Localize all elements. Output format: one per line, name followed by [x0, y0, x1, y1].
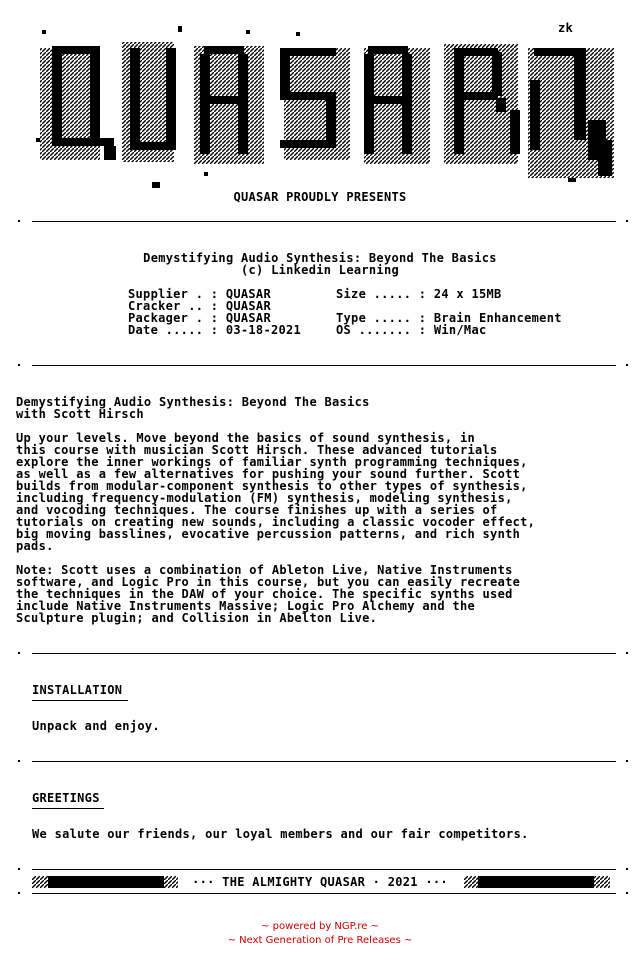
note-line: software, and Logic Pro in this course, but you can easily recreate — [16, 575, 521, 589]
note-line: the techniques in the DAW of your choice. The specific synths used — [16, 587, 513, 601]
powered-by-subline: ~ Next Generation of Pre Releases ~ — [227, 935, 413, 946]
body-line: explore the inner workings of familiar synth programming techniques, — [16, 455, 528, 469]
greetings-text: We salute our friends, our loyal members and our fair competitors. — [32, 827, 529, 841]
installation-text: Unpack and enjoy. — [32, 719, 160, 733]
divider-rule — [32, 893, 616, 894]
info-size: Size ..... : 24 x 15MB — [336, 287, 502, 301]
divider-rule — [32, 869, 616, 870]
body-line: big moving basslines, evocative percussion patterns, and rich synth — [16, 527, 521, 541]
divider-dot — [18, 868, 20, 870]
description-body — [16, 432, 535, 552]
greetings-underline — [32, 808, 104, 809]
powered-by-line[interactable]: ~ powered by NGP.re ~ — [261, 921, 379, 932]
divider-dot — [626, 892, 628, 894]
info-packager: Packager . : QUASAR — [128, 311, 271, 325]
release-info-left — [128, 288, 301, 336]
divider-rule — [32, 653, 616, 654]
divider-dot — [18, 760, 20, 762]
body-line: this course with musician Scott Hirsch. These advanced tutorials — [16, 443, 498, 457]
release-info-right — [336, 288, 562, 336]
divider-rule — [32, 365, 616, 366]
logo-tag: zk — [558, 21, 574, 35]
divider-dot — [626, 220, 628, 222]
footer-banner-text: ··· THE ALMIGHTY QUASAR · 2021 ··· — [192, 875, 448, 889]
installation-underline — [32, 700, 128, 701]
greetings-heading: GREETINGS — [32, 791, 100, 805]
body-line: Up your levels. Move beyond the basics of sound synthesis, in — [16, 431, 476, 445]
description-heading — [16, 396, 370, 420]
divider-rule — [32, 221, 616, 222]
divider-dot — [18, 652, 20, 654]
description-title: Demystifying Audio Synthesis: Beyond The Basics — [16, 395, 370, 409]
note-line: Note: Scott uses a combination of Ableton Live, Native Instruments — [16, 563, 513, 577]
divider-dot — [626, 364, 628, 366]
divider-dot — [626, 868, 628, 870]
divider-rule — [32, 761, 616, 762]
description-note — [16, 564, 520, 624]
info-os: OS ....... : Win/Mac — [336, 323, 487, 337]
installation-heading: INSTALLATION — [32, 683, 123, 697]
info-supplier: Supplier . : QUASAR — [128, 287, 271, 301]
quasar-logo — [34, 20, 620, 190]
note-line: Sculpture plugin; and Collision in Abelton Live. — [16, 611, 378, 625]
divider-dot — [18, 892, 20, 894]
release-publisher: (c) Linkedin Learning — [240, 263, 400, 277]
body-line: and vocoding techniques. The course finishes up with a series of — [16, 503, 498, 517]
divider-dot — [18, 220, 20, 222]
divider-dot — [626, 652, 628, 654]
note-line: include Native Instruments Massive; Logic Pro Alchemy and the — [16, 599, 476, 613]
info-cracker: Cracker .. : QUASAR — [128, 299, 271, 313]
body-line: pads. — [16, 539, 54, 553]
divider-dot — [626, 760, 628, 762]
presents-line: QUASAR PROUDLY PRESENTS — [233, 190, 407, 204]
info-type: Type ..... : Brain Enhancement — [336, 311, 562, 325]
info-date: Date ..... : 03-18-2021 — [128, 323, 302, 337]
body-line: including frequency-modulation (FM) synthesis, modeling synthesis, — [16, 491, 513, 505]
body-line: tutorials on creating new sounds, including a classic vocoder effect, — [16, 515, 536, 529]
body-line: as well as a few alternatives for pushing your sound further. Scott — [16, 467, 521, 481]
release-title: Demystifying Audio Synthesis: Beyond The Basics — [143, 251, 497, 265]
description-author: with Scott Hirsch — [16, 407, 144, 421]
divider-dot — [18, 364, 20, 366]
body-line: builds from modular-component synthesis to other types of synthesis, — [16, 479, 528, 493]
